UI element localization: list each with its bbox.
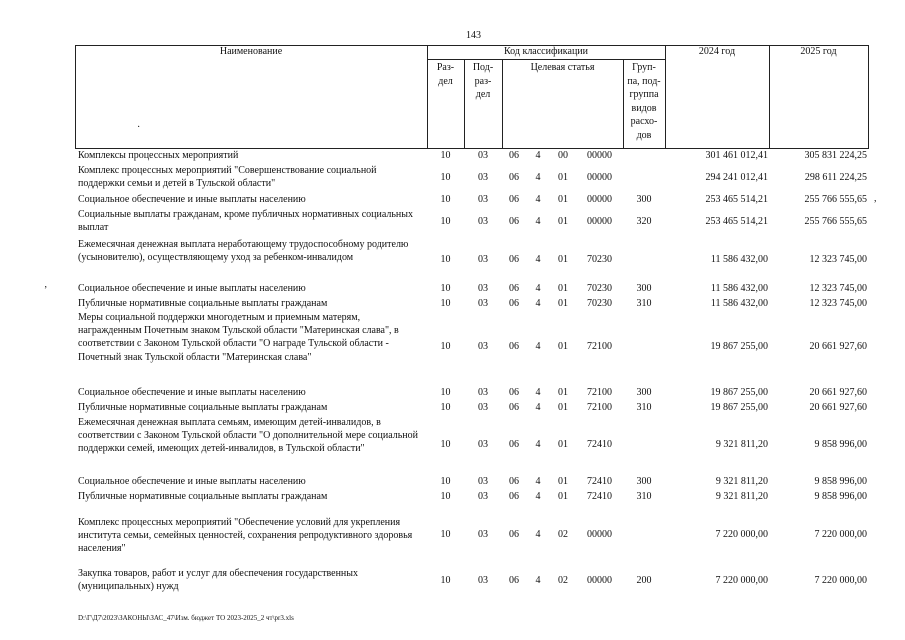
cell-cs3: 01 bbox=[558, 476, 568, 487]
cell-y2025: 20 661 927,60 bbox=[809, 341, 867, 352]
cell-cs3: 00 bbox=[558, 150, 568, 161]
cell-podrazdel: 03 bbox=[478, 283, 488, 294]
cell-cs4: 00000 bbox=[587, 150, 612, 161]
row-name: Закупка товаров, работ и услуг для обеспечения государственных (муниципальных) нужд bbox=[78, 568, 359, 593]
cell-cs3: 01 bbox=[558, 283, 568, 294]
row-name: Комплекс процессных мероприятий "Обеспечение условий для укрепления института семьи, семейных ценностей, сохранения репродуктивного здоровья населения" bbox=[78, 517, 413, 555]
cell-y2024: 9 321 811,20 bbox=[715, 439, 768, 450]
cell-y2024: 19 867 255,00 bbox=[710, 341, 768, 352]
cell-podrazdel: 03 bbox=[478, 341, 488, 352]
cell-cs3: 01 bbox=[558, 254, 568, 265]
cell-vid: 300 bbox=[636, 476, 652, 487]
cell-cs2: 4 bbox=[535, 341, 541, 352]
cell-y2025: 255 766 555,65 bbox=[804, 194, 867, 205]
cell-cs1: 06 bbox=[509, 298, 519, 309]
cell-y2025: 12 323 745,00 bbox=[809, 283, 867, 294]
row-name: Социальные выплаты гражданам, кроме публичных нормативных социальных выплат bbox=[78, 209, 413, 234]
cell-cs1: 06 bbox=[509, 216, 519, 227]
cell-razdel: 10 bbox=[440, 476, 451, 487]
row-name: Ежемесячная денежная выплата неработающему трудоспособному родителю (усыновителю), осуществляющему уход за ребенком-инвалидом bbox=[78, 239, 409, 264]
cell-cs1: 06 bbox=[509, 402, 519, 413]
cell-razdel: 10 bbox=[440, 575, 451, 586]
cell-razdel: 10 bbox=[440, 194, 451, 205]
cell-y2024: 9 321 811,20 bbox=[715, 476, 768, 487]
header-expense-group-line: видов bbox=[631, 102, 657, 114]
row-name: Социальное обеспечение и иные выплаты населению bbox=[78, 194, 306, 205]
cell-podrazdel: 03 bbox=[478, 194, 488, 205]
cell-razdel: 10 bbox=[440, 341, 451, 352]
cell-cs1: 06 bbox=[509, 575, 519, 586]
cell-cs2: 4 bbox=[535, 150, 541, 161]
cell-y2024: 253 465 514,21 bbox=[705, 216, 768, 227]
cell-y2025: 20 661 927,60 bbox=[809, 387, 867, 398]
cell-cs4: 00000 bbox=[587, 194, 612, 205]
cell-cs1: 06 bbox=[509, 491, 519, 502]
header-section-line: дел bbox=[438, 75, 453, 87]
stray-mark: · bbox=[137, 122, 141, 133]
cell-razdel: 10 bbox=[440, 216, 451, 227]
cell-razdel: 10 bbox=[440, 491, 451, 502]
row-name: Публичные нормативные социальные выплаты гражданам bbox=[78, 402, 328, 413]
cell-cs4: 70230 bbox=[587, 254, 612, 265]
cell-vid: 310 bbox=[636, 491, 652, 502]
cell-y2025: 12 323 745,00 bbox=[809, 298, 867, 309]
cell-y2025: 7 220 000,00 bbox=[814, 529, 867, 540]
cell-cs2: 4 bbox=[535, 216, 541, 227]
header-section bbox=[427, 61, 464, 88]
cell-y2024: 19 867 255,00 bbox=[710, 387, 768, 398]
row-name: Социальное обеспечение и иные выплаты населению bbox=[78, 476, 306, 487]
header-section-line: Раз- bbox=[436, 62, 455, 73]
cell-vid: 300 bbox=[636, 387, 652, 398]
stray-mark: , bbox=[874, 193, 877, 204]
cell-y2024: 301 461 012,41 bbox=[705, 150, 768, 161]
cell-cs2: 4 bbox=[535, 298, 541, 309]
cell-vid: 310 bbox=[636, 402, 652, 413]
cell-podrazdel: 03 bbox=[478, 387, 488, 398]
cell-podrazdel: 03 bbox=[478, 172, 488, 183]
cell-y2024: 7 220 000,00 bbox=[715, 529, 768, 540]
cell-podrazdel: 03 bbox=[478, 439, 488, 450]
cell-cs4: 72410 bbox=[587, 439, 612, 450]
cell-y2025: 9 858 996,00 bbox=[814, 439, 867, 450]
cell-cs2: 4 bbox=[535, 529, 541, 540]
cell-y2024: 9 321 811,20 bbox=[715, 491, 768, 502]
cell-razdel: 10 bbox=[440, 298, 451, 309]
cell-cs1: 06 bbox=[509, 194, 519, 205]
cell-razdel: 10 bbox=[440, 387, 451, 398]
cell-cs4: 00000 bbox=[587, 575, 612, 586]
cell-cs1: 06 bbox=[509, 476, 519, 487]
cell-cs1: 06 bbox=[509, 283, 519, 294]
row-name: Социальное обеспечение и иные выплаты населению bbox=[78, 283, 306, 294]
cell-cs1: 06 bbox=[509, 387, 519, 398]
cell-cs3: 01 bbox=[558, 491, 568, 502]
cell-y2025: 255 766 555,65 bbox=[804, 216, 867, 227]
row-name: Меры социальной поддержки многодетным и приемным матерям, награжденным Почетным знаком Тульской области "Материнская слава", в соответствии с Законом Тульской области "О награде Тульской области - Почетный знак Тульской области "Материнская слава" bbox=[78, 312, 399, 363]
cell-cs2: 4 bbox=[535, 387, 541, 398]
cell-cs3: 01 bbox=[558, 341, 568, 352]
cell-vid: 200 bbox=[636, 575, 652, 586]
cell-y2025: 7 220 000,00 bbox=[814, 575, 867, 586]
cell-cs3: 01 bbox=[558, 216, 568, 227]
cell-y2025: 12 323 745,00 bbox=[809, 254, 867, 265]
cell-cs3: 02 bbox=[558, 575, 568, 586]
cell-cs4: 72100 bbox=[587, 387, 612, 398]
cell-y2025: 9 858 996,00 bbox=[814, 491, 867, 502]
cell-vid: 320 bbox=[636, 216, 652, 227]
cell-cs2: 4 bbox=[535, 283, 541, 294]
cell-y2024: 294 241 012,41 bbox=[705, 172, 768, 183]
cell-cs2: 4 bbox=[535, 439, 541, 450]
cell-cs4: 72100 bbox=[587, 341, 612, 352]
row-name: Комплексы процессных мероприятий bbox=[78, 150, 239, 161]
row-name: Комплекс процессных мероприятий "Совершенствование социальной поддержки семьи и детей в Тульской области" bbox=[78, 165, 377, 190]
header-expense-group-line: расхо- bbox=[630, 116, 658, 127]
cell-y2024: 11 586 432,00 bbox=[710, 283, 768, 294]
header-expense-group bbox=[623, 61, 665, 142]
cell-podrazdel: 03 bbox=[478, 529, 488, 540]
cell-cs2: 4 bbox=[535, 194, 541, 205]
footer-path: D:\Г\Д7\2023\ЗАКОНЫ\ЗАС_47\Изм. бюджет ТО 2023-2025_2 чт\pr3.xls bbox=[78, 614, 294, 622]
cell-cs4: 00000 bbox=[587, 172, 612, 183]
header-expense-group-line: дов bbox=[636, 129, 652, 141]
cell-y2025: 20 661 927,60 bbox=[809, 402, 867, 413]
cell-cs4: 72100 bbox=[587, 402, 612, 413]
col-line bbox=[868, 45, 869, 149]
page-number: 143 bbox=[466, 30, 481, 41]
cell-cs1: 06 bbox=[509, 172, 519, 183]
cell-cs4: 70230 bbox=[587, 283, 612, 294]
col-line bbox=[665, 45, 666, 149]
header-name: Наименование bbox=[219, 46, 283, 57]
header-subsection bbox=[464, 61, 502, 102]
stray-mark: ‚ bbox=[44, 279, 48, 290]
cell-vid: 300 bbox=[636, 283, 652, 294]
cell-cs4: 70230 bbox=[587, 298, 612, 309]
cell-cs2: 4 bbox=[535, 476, 541, 487]
col-line bbox=[75, 45, 76, 149]
cell-cs2: 4 bbox=[535, 402, 541, 413]
cell-podrazdel: 03 bbox=[478, 491, 488, 502]
cell-cs1: 06 bbox=[509, 341, 519, 352]
cell-y2024: 253 465 514,21 bbox=[705, 194, 768, 205]
cell-cs3: 02 bbox=[558, 529, 568, 540]
cell-podrazdel: 03 bbox=[478, 402, 488, 413]
cell-vid: 310 bbox=[636, 298, 652, 309]
cell-cs3: 01 bbox=[558, 194, 568, 205]
cell-podrazdel: 03 bbox=[478, 254, 488, 265]
cell-razdel: 10 bbox=[440, 283, 451, 294]
header-year-2025: 2025 год bbox=[800, 46, 837, 57]
header-subsection-line: Под- bbox=[472, 62, 494, 73]
cell-podrazdel: 03 bbox=[478, 216, 488, 227]
header-subsection-line: раз- bbox=[474, 75, 492, 87]
cell-y2025: 305 831 224,25 bbox=[804, 150, 867, 161]
cell-podrazdel: 03 bbox=[478, 575, 488, 586]
cell-y2025: 298 611 224,25 bbox=[804, 172, 867, 183]
cell-razdel: 10 bbox=[440, 254, 451, 265]
cell-cs2: 4 bbox=[535, 575, 541, 586]
cell-razdel: 10 bbox=[440, 439, 451, 450]
cell-cs4: 00000 bbox=[587, 216, 612, 227]
cell-podrazdel: 03 bbox=[478, 150, 488, 161]
header-subsection-line: дел bbox=[475, 89, 491, 100]
header-expense-group-line: па, под- bbox=[627, 75, 661, 87]
cell-cs3: 01 bbox=[558, 387, 568, 398]
cell-y2024: 11 586 432,00 bbox=[710, 254, 768, 265]
cell-cs2: 4 bbox=[535, 254, 541, 265]
cell-cs1: 06 bbox=[509, 439, 519, 450]
cell-razdel: 10 bbox=[440, 172, 451, 183]
cell-y2024: 7 220 000,00 bbox=[715, 575, 768, 586]
cell-y2024: 11 586 432,00 bbox=[710, 298, 768, 309]
header-year-2024: 2024 год bbox=[698, 46, 736, 57]
cell-cs4: 72410 bbox=[587, 491, 612, 502]
cell-razdel: 10 bbox=[440, 529, 451, 540]
header-target-article: Целевая статья bbox=[530, 62, 595, 73]
cell-cs3: 01 bbox=[558, 439, 568, 450]
cell-vid: 300 bbox=[636, 194, 652, 205]
cell-cs2: 4 bbox=[535, 491, 541, 502]
cell-cs3: 01 bbox=[558, 402, 568, 413]
row-name: Публичные нормативные социальные выплаты гражданам bbox=[78, 298, 328, 309]
cell-cs3: 01 bbox=[558, 172, 568, 183]
cell-cs1: 06 bbox=[509, 254, 519, 265]
cell-podrazdel: 03 bbox=[478, 476, 488, 487]
cell-razdel: 10 bbox=[440, 150, 451, 161]
cell-cs3: 01 bbox=[558, 298, 568, 309]
row-name: Публичные нормативные социальные выплаты гражданам bbox=[78, 491, 328, 502]
cell-razdel: 10 bbox=[440, 402, 451, 413]
cell-cs4: 72410 bbox=[587, 476, 612, 487]
col-line bbox=[769, 45, 770, 149]
header-expense-group-line: Груп- bbox=[632, 62, 656, 73]
header-classification-code: Код классификации bbox=[503, 46, 589, 57]
cell-cs1: 06 bbox=[509, 529, 519, 540]
row-name: Социальное обеспечение и иные выплаты населению bbox=[78, 387, 306, 398]
row-name: Ежемесячная денежная выплата семьям, имеющим детей-инвалидов, в соответствии с Законом Тульской области "О дополнительной мере социальной поддержки семей, имеющих детей-инвалидов, в Тульской области" bbox=[78, 417, 419, 455]
cell-cs2: 4 bbox=[535, 172, 541, 183]
classification-divider bbox=[427, 59, 665, 60]
cell-podrazdel: 03 bbox=[478, 298, 488, 309]
cell-y2025: 9 858 996,00 bbox=[814, 476, 867, 487]
cell-cs4: 00000 bbox=[587, 529, 612, 540]
cell-cs1: 06 bbox=[509, 150, 519, 161]
header-expense-group-line: группа bbox=[629, 89, 659, 100]
cell-y2024: 19 867 255,00 bbox=[710, 402, 768, 413]
